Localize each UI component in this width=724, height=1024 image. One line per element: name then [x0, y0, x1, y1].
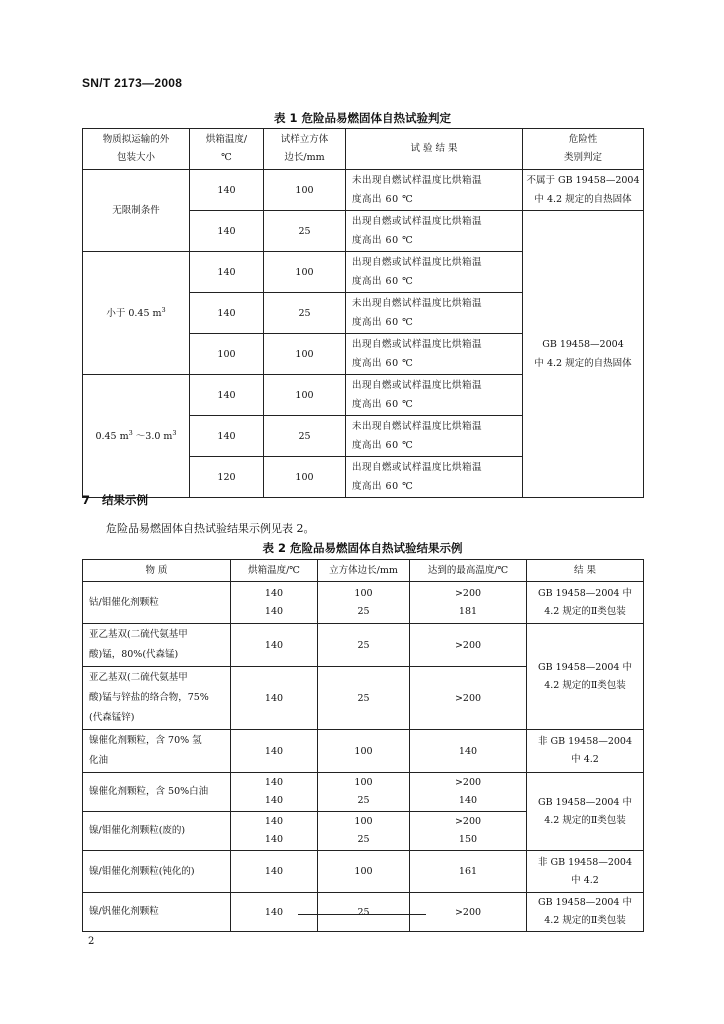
temp-cell: 140 — [231, 667, 318, 730]
table1 — [82, 128, 644, 498]
temp-cell: 140 140 — [231, 812, 318, 851]
result-cell: GB 19458—2004 中 4.2 规定的Ⅱ类包装 — [527, 773, 644, 851]
result-cell: 非 GB 19458—2004 中 4.2 — [527, 730, 644, 773]
max-temp-cell: >200 — [410, 624, 527, 667]
max-temp-cell: >200 140 — [410, 773, 527, 812]
table1-caption: 表 1 危险品易燃固体自热试验判定 — [273, 111, 451, 125]
temp-cell: 140 — [190, 293, 264, 334]
table-row — [83, 170, 644, 211]
result-cell: GB 19458—2004 中 4.2 规定的Ⅱ类包装 — [527, 582, 644, 624]
side-cell: 25 — [264, 293, 346, 334]
section-heading: 7 结果示例 — [82, 493, 149, 507]
side-cell: 100 25 — [318, 812, 410, 851]
judgement-cell: 不属于 GB 19458—2004 中 4.2 规定的自热固体 — [523, 170, 644, 211]
table2 — [82, 559, 644, 932]
result-cell: 非 GB 19458—2004 中 4.2 — [527, 851, 644, 893]
table2-header-max-temp: 达到的最高温度/℃ — [410, 560, 527, 582]
temp-cell: 120 — [190, 457, 264, 498]
table2-header-temp: 烘箱温度/℃ — [231, 560, 318, 582]
substance-cell: 亚乙基双(二硫代氨基甲 酸)锰与锌盐的络合物，75% (代森锰锌) — [83, 667, 231, 730]
result-cell: 未出现自燃试样温度比烘箱温 度高出 60 ℃ — [346, 170, 523, 211]
table2-header-result: 结 果 — [527, 560, 644, 582]
temp-cell: 140 — [231, 624, 318, 667]
temp-cell: 100 — [190, 334, 264, 375]
substance-cell: 钴/钼催化剂颗粒 — [83, 582, 231, 624]
table-row — [83, 851, 644, 893]
side-cell: 100 25 — [318, 773, 410, 812]
table-row — [83, 582, 644, 624]
result-cell: GB 19458—2004 中 4.2 规定的Ⅱ类包装 — [527, 624, 644, 730]
temp-cell: 140 — [190, 416, 264, 457]
result-cell: 出现自燃或试样温度比烘箱温 度高出 60 ℃ — [346, 211, 523, 252]
table2-header-side: 立方体边长/mm — [318, 560, 410, 582]
substance-cell: 镍/钼催化剂颗粒(废的) — [83, 812, 231, 851]
table-row — [83, 624, 644, 667]
temp-cell: 140 — [231, 730, 318, 773]
substance-cell: 镍催化剂颗粒，含 70% 氢 化油 — [83, 730, 231, 773]
footnote-divider — [298, 914, 426, 915]
temp-cell: 140 — [190, 211, 264, 252]
table1-header-size: 物质拟运输的外 包装大小 — [83, 129, 190, 170]
table1-header-side: 试样立方体 边长/mm — [264, 129, 346, 170]
side-cell: 25 — [264, 416, 346, 457]
temp-cell: 140 140 — [231, 582, 318, 624]
side-cell: 100 — [264, 375, 346, 416]
temp-cell: 140 — [190, 375, 264, 416]
table1-header-judgement: 危险性 类别判定 — [523, 129, 644, 170]
temp-cell: 140 — [190, 170, 264, 211]
side-cell: 100 — [264, 457, 346, 498]
side-cell: 100 — [264, 334, 346, 375]
side-cell: 25 — [318, 624, 410, 667]
table1-header-temp: 烘箱温度/ ℃ — [190, 129, 264, 170]
max-temp-cell: >200 — [410, 893, 527, 932]
table1-header-row — [83, 129, 644, 170]
result-cell: 未出现自燃试样温度比烘箱温 度高出 60 ℃ — [346, 293, 523, 334]
max-temp-cell: >200 181 — [410, 582, 527, 624]
result-cell: 出现自燃或试样温度比烘箱温 度高出 60 ℃ — [346, 375, 523, 416]
side-cell: 100 — [318, 851, 410, 893]
substance-cell: 镍/钼催化剂颗粒(钝化的) — [83, 851, 231, 893]
max-temp-cell: >200 150 — [410, 812, 527, 851]
substance-cell: 镍催化剂颗粒，含 50%白油 — [83, 773, 231, 812]
size-cell: 无限制条件 — [83, 170, 190, 252]
max-temp-cell: >200 — [410, 667, 527, 730]
max-temp-cell: 140 — [410, 730, 527, 773]
page-number: 2 — [88, 936, 95, 947]
section-paragraph: 危险品易燃固体自热试验结果示例见表 2。 — [106, 522, 315, 535]
result-cell: 出现自燃或试样温度比烘箱温 度高出 60 ℃ — [346, 252, 523, 293]
result-cell: 出现自燃或试样温度比烘箱温 度高出 60 ℃ — [346, 334, 523, 375]
result-cell: GB 19458—2004 中 4.2 规定的Ⅱ类包装 — [527, 893, 644, 932]
table2-caption: 表 2 危险品易燃固体自热试验结果示例 — [262, 541, 463, 555]
table-row — [83, 893, 644, 932]
table-row — [83, 773, 644, 812]
side-cell: 100 — [264, 170, 346, 211]
result-cell: 未出现自燃试样温度比烘箱温 度高出 60 ℃ — [346, 416, 523, 457]
side-cell: 100 25 — [318, 582, 410, 624]
max-temp-cell: 161 — [410, 851, 527, 893]
substance-cell: 镍/钒催化剂颗粒 — [83, 893, 231, 932]
temp-cell: 140 — [231, 851, 318, 893]
result-cell: 出现自燃或试样温度比烘箱温 度高出 60 ℃ — [346, 457, 523, 498]
size-cell: 0.45 $m^3$ ～3.0 $m^3$ — [83, 375, 190, 498]
judgement-cell: GB 19458—2004 中 4.2 规定的自热固体 — [523, 211, 644, 498]
standard-code: SN/T 2173—2008 — [82, 76, 183, 90]
table-row — [83, 730, 644, 773]
table1-header-result: 试 验 结 果 — [346, 129, 523, 170]
substance-cell: 亚乙基双(二硫代氨基甲 酸)锰，80%(代森锰) — [83, 624, 231, 667]
size-cell: 小于 0.45 $m^3$ — [83, 252, 190, 375]
temp-cell: 140 — [231, 893, 318, 932]
side-cell: 100 — [318, 730, 410, 773]
side-cell: 25 — [318, 893, 410, 932]
temp-cell: 140 140 — [231, 773, 318, 812]
table2-header-substance: 物 质 — [83, 560, 231, 582]
side-cell: 100 — [264, 252, 346, 293]
side-cell: 25 — [264, 211, 346, 252]
table2-header-row — [83, 560, 644, 582]
side-cell: 25 — [318, 667, 410, 730]
temp-cell: 140 — [190, 252, 264, 293]
